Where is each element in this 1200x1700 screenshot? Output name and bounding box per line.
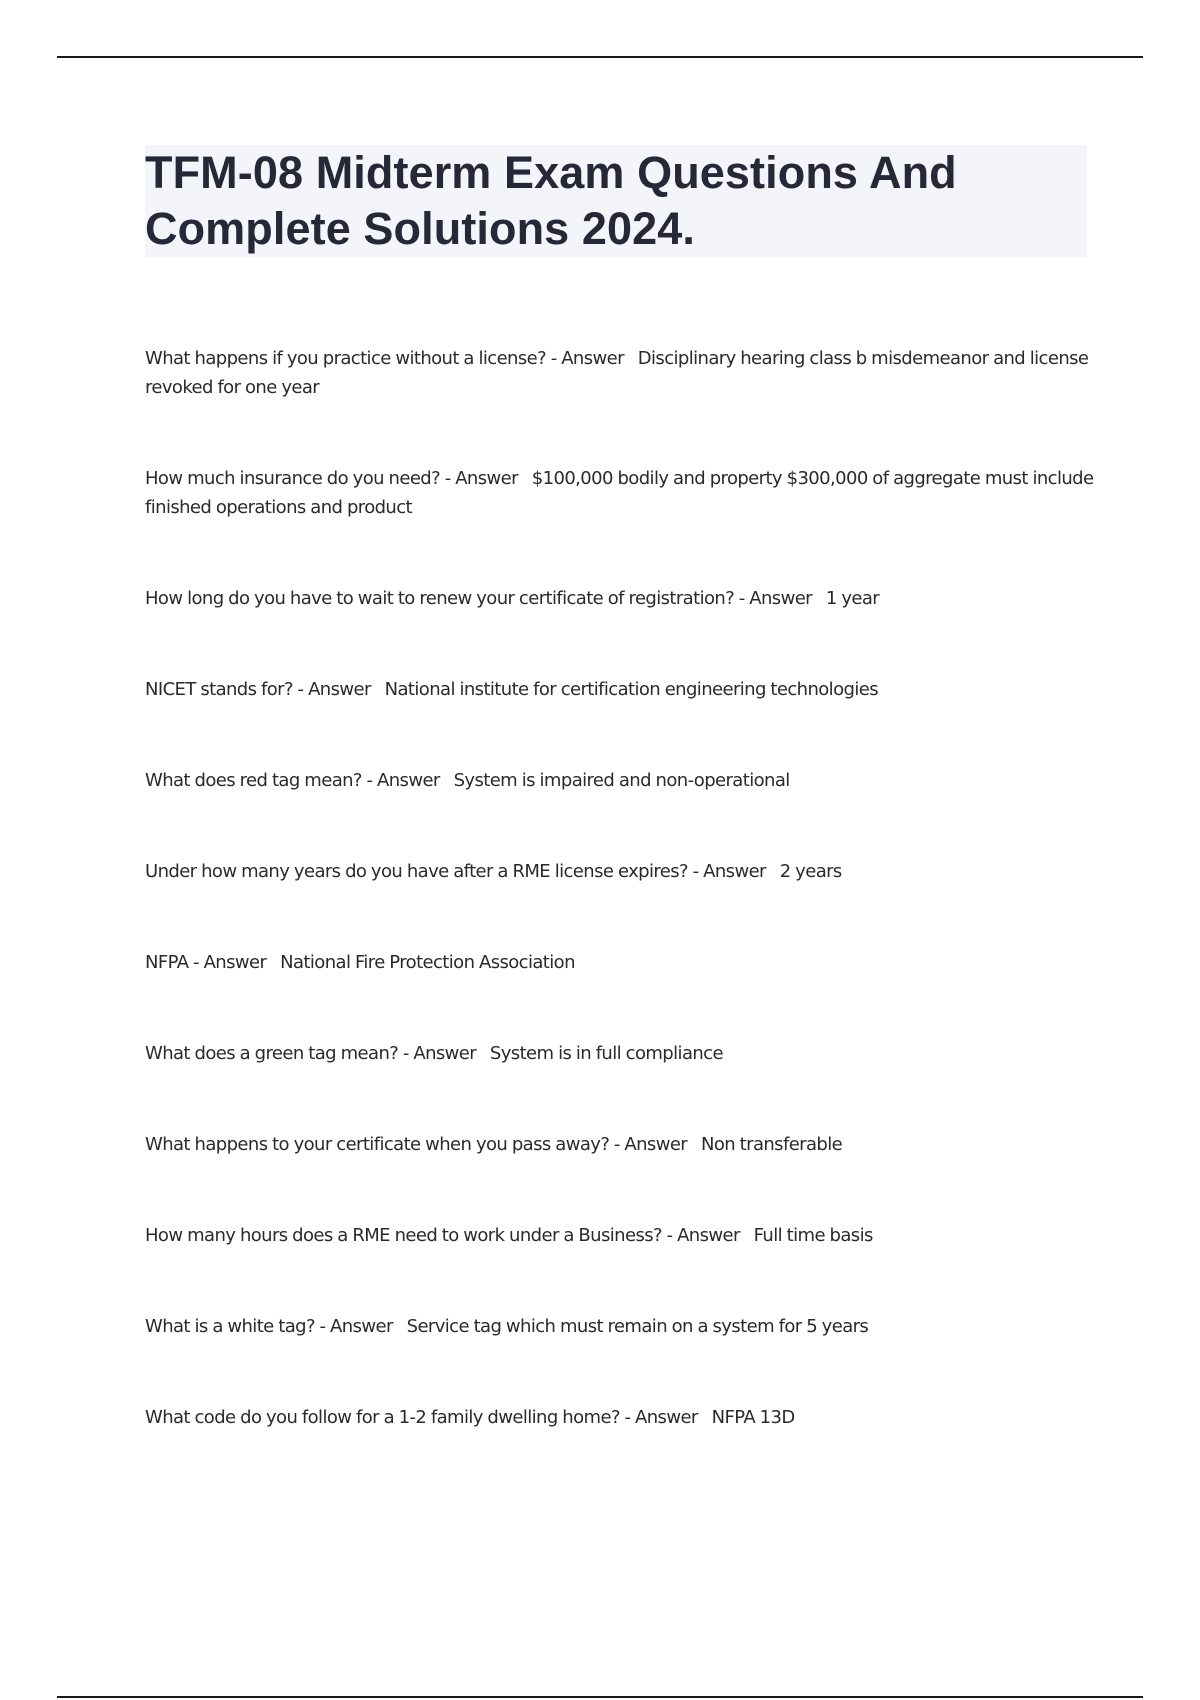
qa-item: What does red tag mean? - Answer System is impaired and non-operational xyxy=(145,770,790,791)
qa-item: How long do you have to wait to renew your certificate of registration? - Answer 1 year xyxy=(145,588,880,609)
qa-item: What does a green tag mean? - Answer System is in full compliance xyxy=(145,1043,723,1064)
qa-item: What happens if you practice without a license? - Answer Disciplinary hearing class b misdemeanor and license revoked for one year xyxy=(145,348,1094,398)
qa-item: NICET stands for? - Answer National institute for certification engineering technologies xyxy=(145,679,878,700)
qa-item: What is a white tag? - Answer Service tag which must remain on a system for 5 years xyxy=(145,1316,869,1337)
bottom-divider xyxy=(57,1696,1143,1698)
qa-item: What happens to your certificate when you pass away? - Answer Non transferable xyxy=(145,1134,843,1155)
page-title: TFM-08 Midterm Exam Questions And Complete Solutions 2024. xyxy=(145,147,957,254)
qa-item: NFPA - Answer National Fire Protection Association xyxy=(145,952,575,973)
qa-list xyxy=(145,344,1099,1432)
top-divider xyxy=(57,56,1143,58)
qa-item: Under how many years do you have after a RME license expires? - Answer 2 years xyxy=(145,861,842,882)
qa-item: How much insurance do you need? - Answer $100,000 bodily and property $300,000 of aggregate must include finished operations and product xyxy=(145,468,1099,518)
qa-item: How many hours does a RME need to work under a Business? - Answer Full time basis xyxy=(145,1225,873,1246)
qa-item: What code do you follow for a 1-2 family dwelling home? - Answer NFPA 13D xyxy=(145,1407,795,1428)
title-banner xyxy=(145,145,1087,257)
